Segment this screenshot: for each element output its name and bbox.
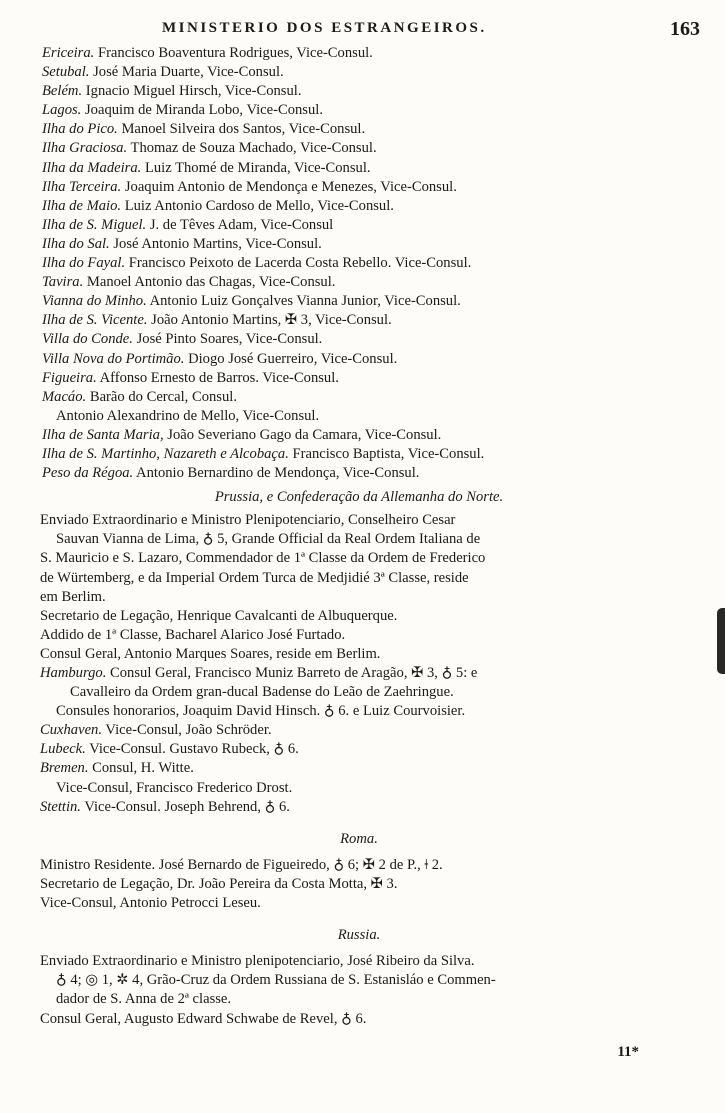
prussia-envoy-line: em Berlim. xyxy=(40,588,106,605)
consulate-entry xyxy=(40,44,678,63)
place-name: Ilha Terceira. xyxy=(42,178,122,195)
portugal-consulates-list xyxy=(40,44,678,407)
roma-minister: Ministro Residente. José Bernardo de Figueiredo, ♁ 6; ✠ 2 de P., ǂ 2. xyxy=(40,856,443,873)
entry-text: José Pinto Soares, Vice-Consul. xyxy=(136,331,323,348)
entry-text: Diogo José Guerreiro, Vice-Consul. xyxy=(188,350,398,367)
page-number: 163 xyxy=(670,18,700,40)
entry-text: José Antonio Martins, Vice-Consul. xyxy=(113,235,322,252)
place-name: Lagos. xyxy=(42,102,82,119)
place-name: Hamburgo. xyxy=(40,665,107,681)
place-name: Ilha de S. Martinho, Nazareth e Alcobaça. xyxy=(42,445,289,462)
entry-text: Affonso Ernesto de Barros. Vice-Consul. xyxy=(99,369,339,386)
consulate-entry xyxy=(40,273,678,292)
consulate-entry xyxy=(40,139,678,158)
consulate-entry xyxy=(40,63,678,82)
entry-text: J. de Têves Adam, Vice-Consul xyxy=(149,216,334,233)
roma-secretary: Secretario de Legação, Dr. João Pereira da Costa Motta, ✠ 3. xyxy=(40,875,398,892)
hamburg-entry xyxy=(40,664,678,683)
bremen-line-2: Vice-Consul, Francisco Frederico Drost. xyxy=(56,779,293,796)
entry-text: Joaquim de Miranda Lobo, Vice-Consul. xyxy=(85,102,323,119)
entry-text: Vice-Consul. Joseph Behrend, ♁ 6. xyxy=(84,798,290,815)
page-body xyxy=(40,44,678,1029)
russia-envoy-line: Enviado Extraordinario e Ministro plenipotenciario, José Ribeiro da Silva. xyxy=(40,953,475,970)
entry-text: Francisco Peixoto de Lacerda Costa Rebello. Vice-Consul. xyxy=(128,255,472,272)
section-heading-russia: Russia. xyxy=(337,927,381,944)
prussia-consul-general: Consul Geral, Antonio Marques Soares, reside em Berlim. xyxy=(40,645,381,662)
place-name: Ilha do Fayal. xyxy=(42,255,126,272)
consulate-entry xyxy=(40,330,678,349)
consulate-entry xyxy=(40,216,678,235)
macao-vice-consul-line: Antonio Alexandrino de Mello, Vice-Consul. xyxy=(56,407,320,424)
running-head xyxy=(40,18,700,44)
entry-text: Luiz Antonio Cardoso de Mello, Vice-Consul. xyxy=(124,197,394,214)
place-name: Lubeck. xyxy=(40,741,86,758)
entry-text: Luiz Thomé de Miranda, Vice-Consul. xyxy=(144,159,371,176)
consulate-entry xyxy=(40,388,678,407)
prussia-attache: Addido de 1ª Classe, Bacharel Alarico José Furtado. xyxy=(40,626,346,643)
place-name: Ilha de S. Vicente. xyxy=(42,312,148,329)
entry-text: Antonio Bernardino de Mendonça, Vice-Consul. xyxy=(136,465,420,482)
place-name: Villa Nova do Portimão. xyxy=(42,350,185,367)
place-name: Tavira. xyxy=(42,274,84,291)
place-name: Ilha do Pico. xyxy=(42,121,118,138)
consulate-entry xyxy=(40,350,678,369)
place-name: Ilha de Maio. xyxy=(42,197,122,214)
place-name: Setubal. xyxy=(42,64,90,81)
place-name: Vianna do Minho. xyxy=(42,293,147,310)
prussia-secretary: Secretario de Legação, Henrique Cavalcanti de Albuquerque. xyxy=(40,607,398,624)
prussia-envoy-line: Sauvan Vianna de Lima, ♁ 5, Grande Official da Real Ordem Italiana de xyxy=(56,531,481,548)
consulate-entry xyxy=(40,311,678,330)
consulate-entry xyxy=(40,464,678,483)
bremen-entry xyxy=(40,759,678,778)
consulate-entry xyxy=(40,445,678,464)
page-edge-mark xyxy=(717,608,725,674)
place-name: Ericeira. xyxy=(42,45,95,61)
russia-envoy-line: dador de S. Anna de 2ª classe. xyxy=(56,991,232,1008)
consulate-entry xyxy=(40,178,678,197)
place-name: Ilha de Santa Maria, xyxy=(42,426,164,443)
place-name: Ilha do Sal. xyxy=(42,235,110,252)
place-name: Bremen. xyxy=(40,760,89,777)
roma-vice-consul: Vice-Consul, Antonio Petrocci Leseu. xyxy=(40,895,261,912)
consulate-entry xyxy=(40,101,678,120)
running-title: MINISTERIO DOS ESTRANGEIROS. xyxy=(162,20,487,36)
consulate-entry xyxy=(40,82,678,101)
entry-text: Barão do Cercal, Consul. xyxy=(89,388,237,405)
place-name: Macáo. xyxy=(42,388,87,405)
entry-text: Joaquim Antonio de Mendonça e Menezes, Vice-Consul. xyxy=(124,178,457,195)
russia-envoy-entry xyxy=(40,952,678,1009)
consulate-entry xyxy=(40,120,678,139)
stettin-entry xyxy=(40,798,678,817)
russia-consul-general: Consul Geral, Augusto Edward Schwabe de Revel, ♁ 6. xyxy=(40,1010,367,1027)
entry-text: Francisco Boaventura Rodrigues, Vice-Consul. xyxy=(97,45,373,61)
entry-text: João Severiano Gago da Camara, Vice-Consul. xyxy=(167,426,442,443)
entry-text: Manoel Silveira dos Santos, Vice-Consul. xyxy=(121,121,366,138)
entry-text: Vice-Consul, João Schröder. xyxy=(105,722,272,739)
entry-text: José Maria Duarte, Vice-Consul. xyxy=(93,64,284,81)
place-name: Belém. xyxy=(42,83,83,100)
entry-text: Thomaz de Souza Machado, Vice-Consul. xyxy=(130,140,377,157)
prussia-envoy-line: de Würtemberg, e da Imperial Ordem Turca de Medjidié 3ª Classe, reside xyxy=(40,569,469,586)
portugal-consulates-list-2 xyxy=(40,426,678,483)
prussia-envoy-entry xyxy=(40,511,678,606)
place-name: Stettin. xyxy=(40,798,81,815)
prussia-envoy-line: S. Mauricio e S. Lazaro, Commendador de 1ª Classe da Ordem de Frederico xyxy=(40,550,486,567)
entry-text: Vice-Consul. Gustavo Rubeck, ♁ 6. xyxy=(89,741,299,758)
consulate-entry xyxy=(40,235,678,254)
entry-text: Antonio Luiz Gonçalves Vianna Junior, Vice-Consul. xyxy=(149,293,461,310)
place-name: Peso da Régoa. xyxy=(42,465,134,482)
place-name: Ilha Graciosa. xyxy=(42,140,128,157)
consulate-entry xyxy=(40,254,678,273)
lubeck-entry xyxy=(40,740,678,759)
prussia-envoy-line: Enviado Extraordinario e Ministro Plenipotenciario, Conselheiro Cesar xyxy=(40,512,456,529)
entry-text: Ignacio Miguel Hirsch, Vice-Consul. xyxy=(85,83,302,100)
entry-text: Manoel Antonio das Chagas, Vice-Consul. xyxy=(86,274,336,291)
consulate-entry xyxy=(40,292,678,311)
section-heading-roma: Roma. xyxy=(340,830,378,847)
place-name: Cuxhaven. xyxy=(40,722,103,739)
entry-text: Consul Geral, Francisco Muniz Barreto de Aragão, ✠ 3, ♁ 5: e xyxy=(110,665,478,681)
place-name: Ilha de S. Miguel. xyxy=(42,216,147,233)
place-name: Figueira. xyxy=(42,369,97,386)
hamburg-line-2: Cavalleiro da Ordem gran-ducal Badense do Leão de Zaehringue. xyxy=(70,684,454,701)
entry-text: Francisco Baptista, Vice-Consul. xyxy=(292,445,485,462)
cuxhaven-entry xyxy=(40,721,678,740)
entry-text: Consul, H. Witte. xyxy=(92,760,194,777)
section-heading-prussia: Prussia, e Confederação da Allemanha do Norte. xyxy=(214,489,504,506)
place-name: Ilha da Madeira. xyxy=(42,159,142,176)
consulate-entry xyxy=(40,159,678,178)
signature-mark: 11* xyxy=(617,1044,639,1060)
hamburg-line-3: Consules honorarios, Joaquim David Hinsch. ♁ 6. e Luiz Courvoisier. xyxy=(56,703,466,720)
russia-envoy-line: ♁ 4; ◎ 1, ✲ 4, Grão-Cruz da Ordem Russiana de S. Estanisláo e Commen- xyxy=(56,972,496,989)
consulate-entry xyxy=(40,197,678,216)
consulate-entry xyxy=(40,369,678,388)
place-name: Villa do Conde. xyxy=(42,331,133,348)
entry-text: João Antonio Martins, ✠ 3, Vice-Consul. xyxy=(151,312,392,329)
consulate-entry xyxy=(40,426,678,445)
